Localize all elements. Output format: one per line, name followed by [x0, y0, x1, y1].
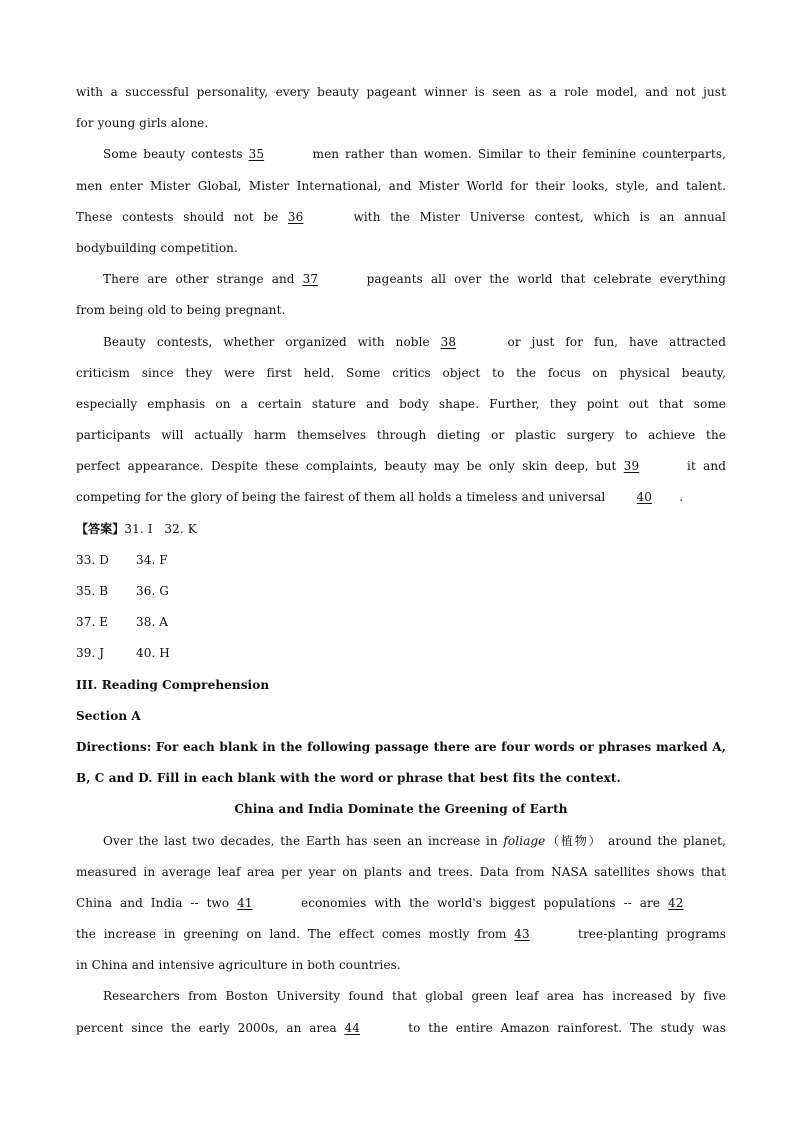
paragraph-line: especially emphasis on a certain stature and body shape. Further, they point out that some — [76, 396, 726, 411]
answer-item: 35. B — [76, 584, 109, 598]
blank-41: 41 — [237, 895, 253, 910]
paragraph-line — [76, 264, 726, 295]
chinese-gloss: （植物） — [545, 833, 603, 848]
text: with the Mister Universe contest, which is an annual — [343, 209, 726, 224]
paragraph-line — [76, 202, 726, 233]
paragraph-line: participants will actually harm themselves through dieting or plastic surgery to achieve the — [76, 428, 726, 443]
document-page — [76, 77, 726, 1044]
answer-item: 40. H — [136, 646, 170, 661]
paragraph-line: for young girls alone. — [76, 116, 209, 131]
text: competing for the glory of being the fairest of them all holds a timeless and universal — [76, 490, 610, 505]
text: to the entire Amazon rainforest. The study was — [400, 1020, 726, 1035]
text: it and — [679, 459, 726, 474]
paragraph-line: criticism since they were first held. Some critics object to the focus on physical beauty, — [76, 365, 726, 380]
text: Beauty contests, whether organized with noble — [103, 334, 441, 349]
text: Some beauty contests — [103, 147, 249, 162]
paragraph-line — [76, 139, 726, 170]
blank-40: 40 — [636, 490, 652, 505]
paragraph-line — [76, 482, 726, 513]
text: tree-planting programs — [570, 927, 726, 942]
text: economies with the world's biggest populations -- are — [293, 895, 668, 910]
answer-row — [76, 576, 726, 607]
italic-term: foliage — [503, 833, 546, 848]
paragraph-line: men enter Mister Global, Mister International, and Mister World for their looks, style, and talent. — [76, 178, 726, 193]
paragraph-line: bodybuilding competition. — [76, 240, 238, 255]
answer-item: 33. D — [76, 552, 110, 567]
answer-label: 【答案】 — [76, 521, 125, 536]
text: These contests should not be — [76, 209, 288, 224]
answer-item: 36. G — [136, 584, 169, 598]
blank-35: 35 — [248, 147, 265, 162]
blank-39: 39 — [623, 459, 640, 474]
text: . — [679, 490, 684, 505]
text: percent since the early 2000s, an area — [76, 1020, 345, 1035]
paragraph-line: measured in average leaf area per year on plants and trees. Data from NASA satellites shows that — [76, 864, 726, 879]
text: Over the last two decades, the Earth has seen an increase in — [103, 833, 504, 848]
answer-row — [76, 607, 726, 638]
section-heading: III. Reading Comprehension — [76, 677, 270, 692]
paragraph-line — [76, 826, 726, 857]
paragraph-line: Researchers from Boston University found that global green leaf area has increased by five — [103, 989, 726, 1004]
blank-44: 44 — [344, 1020, 360, 1035]
text: China and India -- two — [76, 895, 238, 910]
text: the increase in greening on land. The effect comes mostly from — [76, 927, 515, 942]
paragraph-line: from being old to being pregnant. — [76, 303, 286, 318]
answer-item: 34. F — [136, 552, 168, 567]
paragraph-line: in China and intensive agriculture in both countries. — [76, 958, 401, 973]
blank-43: 43 — [514, 927, 530, 942]
text: There are other strange and — [103, 272, 303, 287]
directions-line: B, C and D. Fill in each blank with the word or phrase that best fits the context. — [76, 771, 621, 786]
blank-36: 36 — [287, 209, 304, 224]
passage-title: China and India Dominate the Greening of Earth — [234, 802, 568, 817]
subsection-heading: Section A — [76, 708, 141, 723]
text: around the planet, — [602, 833, 726, 848]
answer-row — [76, 638, 726, 669]
paragraph-line — [76, 327, 726, 358]
text: or just for fun, have attracted — [496, 334, 726, 349]
blank-38: 38 — [440, 334, 457, 349]
paragraph-line: with a successful personality, every beauty pageant winner is seen as a role model, and not just — [76, 85, 726, 99]
answer-item: 38. A — [136, 615, 169, 630]
paragraph-line — [76, 919, 726, 950]
paragraph-line — [76, 1013, 726, 1044]
answer-item: 31. I — [124, 521, 153, 536]
blank-37: 37 — [302, 272, 319, 287]
text: men rather than women. Similar to their feminine counterparts, — [306, 147, 726, 162]
answer-item: 37. E — [76, 615, 109, 630]
answer-row — [76, 514, 726, 545]
answer-item: 39. J — [76, 646, 105, 661]
answer-item: 32. K — [164, 521, 197, 536]
text: pageants all over the world that celebrate everything — [358, 272, 726, 287]
answer-row — [76, 545, 726, 576]
directions-line: Directions: For each blank in the following passage there are four words or phrases marked A, — [76, 739, 726, 754]
blank-42: 42 — [668, 895, 684, 910]
paragraph-line — [76, 888, 726, 919]
text: perfect appearance. Despite these complaints, beauty may be only skin deep, but — [76, 459, 624, 474]
paragraph-line — [76, 451, 726, 482]
